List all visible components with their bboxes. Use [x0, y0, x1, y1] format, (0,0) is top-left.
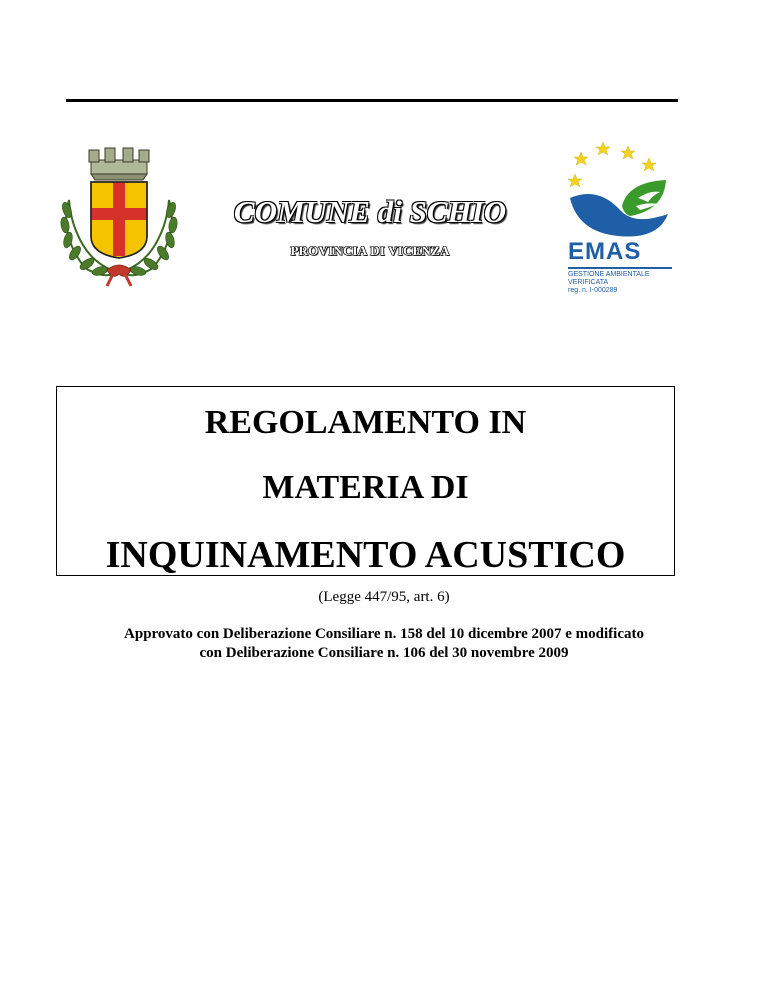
emas-wave-leaf-icon — [568, 176, 672, 240]
top-horizontal-rule — [66, 99, 678, 102]
emas-divider — [568, 267, 672, 269]
emas-caption-line2: VERIFICATA — [568, 279, 609, 286]
approval-note — [40, 625, 728, 663]
schio-coat-of-arms-icon — [55, 140, 183, 288]
emas-registration: reg. n. I-000289 — [568, 287, 618, 294]
province-name: PROVINCIA DI VICENZA — [290, 243, 450, 258]
title-line-3: INQUINAMENTO ACUSTICO — [105, 534, 626, 576]
document-title-box — [56, 386, 675, 576]
title-line-2: MATERIA DI — [262, 469, 469, 506]
approval-line-1: Approvato con Deliberazione Consiliare n. 158 del 10 dicembre 2007 e modificato — [124, 626, 644, 642]
emas-wordmark: EMAS — [568, 238, 642, 265]
emas-logo-icon — [558, 140, 678, 305]
title-line-1: REGOLAMENTO IN — [204, 404, 527, 441]
approval-line-2: con Deliberazione Consiliare n. 106 del 30 novembre 2009 — [199, 645, 569, 661]
municipality-name: COMUNE di SCHIO — [233, 194, 507, 229]
emas-caption-line1: GESTIONE AMBIENTALE — [568, 271, 650, 278]
law-reference: (Legge 447/95, art. 6) — [318, 589, 450, 605]
